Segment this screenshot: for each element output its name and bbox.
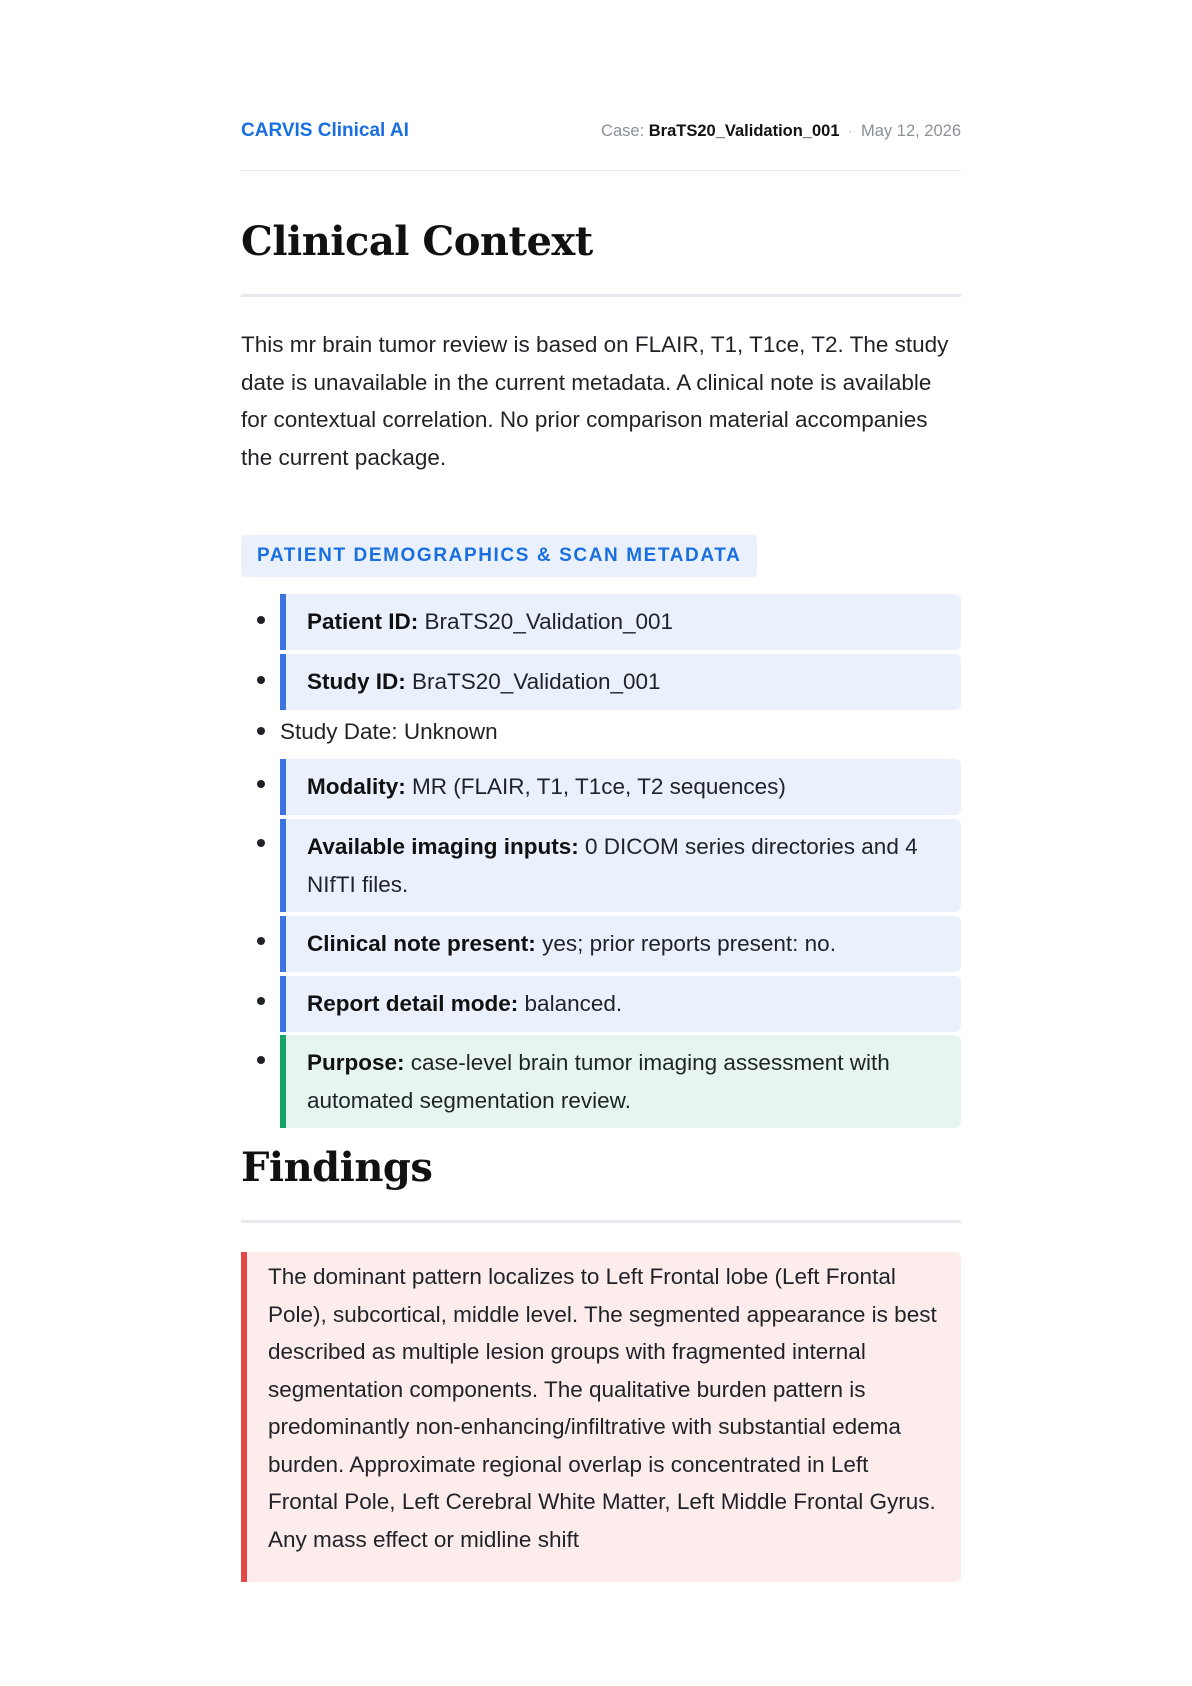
findings-heading: Findings [241, 1144, 433, 1191]
metadata-value: case-level brain tumor imaging assessment with automated segmentation review. [307, 1050, 890, 1113]
metadata-value: BraTS20_Validation_001 [424, 609, 674, 634]
metadata-value: BraTS20_Validation_001 [412, 669, 661, 694]
list-bullet [257, 997, 265, 1005]
metadata-item-study-date [280, 713, 961, 751]
metadata-key: Clinical note present: [307, 931, 536, 956]
metadata-key: Patient ID: [307, 609, 419, 634]
metadata-key: Modality: [307, 774, 406, 799]
metadata-section-tag: PATIENT DEMOGRAPHICS & SCAN METADATA [241, 535, 757, 577]
metadata-item-report-detail-mode [280, 976, 961, 1032]
metadata-key: Report detail mode: [307, 991, 519, 1016]
case-meta [601, 122, 961, 141]
metadata-key: Purpose: [307, 1050, 405, 1075]
report-date: May 12, 2026 [861, 122, 961, 140]
metadata-item-purpose [280, 1035, 961, 1128]
case-id: BraTS20_Validation_001 [648, 122, 840, 140]
findings-callout [241, 1252, 961, 1582]
metadata-value: 0 DICOM series directories and 4 NIfTI files. [307, 834, 918, 897]
findings-divider [241, 1220, 961, 1223]
metadata-key: Study ID: [307, 669, 406, 694]
metadata-item-patient-id [280, 594, 961, 650]
list-bullet [257, 727, 265, 735]
list-bullet [257, 937, 265, 945]
metadata-item-study-id [280, 654, 961, 710]
metadata-item-imaging-inputs [280, 819, 961, 912]
meta-separator: · [847, 122, 854, 140]
findings-paragraph: The dominant pattern localizes to Left Frontal lobe (Left Frontal Pole), subcortical, middle level. The segmented appearance is best described as multiple lesion groups with fragmented internal segmentation components. The qualitative burden pattern is predominantly non-enhancing/infiltrative with substantial edema burden. Approximate regional overlap is concentrated in Left Frontal Pole, Left Cerebral White Matter, Left Middle Frontal Gyrus. Any mass effect or midline shift [268, 1264, 937, 1552]
report-header [241, 118, 961, 154]
list-bullet [257, 839, 265, 847]
list-bullet [257, 676, 265, 684]
list-bullet [257, 616, 265, 624]
clinical-context-paragraph: This mr brain tumor review is based on FLAIR, T1, T1ce, T2. The study date is unavailable in the current metadata. A clinical note is available for contextual correlation. No prior comparison material accompanies the current package. [241, 332, 949, 470]
header-divider [241, 170, 961, 171]
list-bullet [257, 1056, 265, 1064]
metadata-value: yes; prior reports present: no. [542, 931, 836, 956]
metadata-item-modality [280, 759, 961, 815]
list-bullet [257, 780, 265, 788]
metadata-key: Available imaging inputs: [307, 834, 579, 859]
metadata-value: balanced. [524, 991, 623, 1016]
metadata-value: Study Date: Unknown [280, 719, 498, 744]
brand-name: CARVIS Clinical AI [241, 120, 409, 141]
metadata-value: MR (FLAIR, T1, T1ce, T2 sequences) [412, 774, 786, 799]
clinical-context-heading: Clinical Context [241, 218, 593, 265]
case-label: Case: [601, 122, 645, 140]
metadata-item-clinical-note [280, 916, 961, 972]
clinical-context-divider [241, 294, 961, 297]
